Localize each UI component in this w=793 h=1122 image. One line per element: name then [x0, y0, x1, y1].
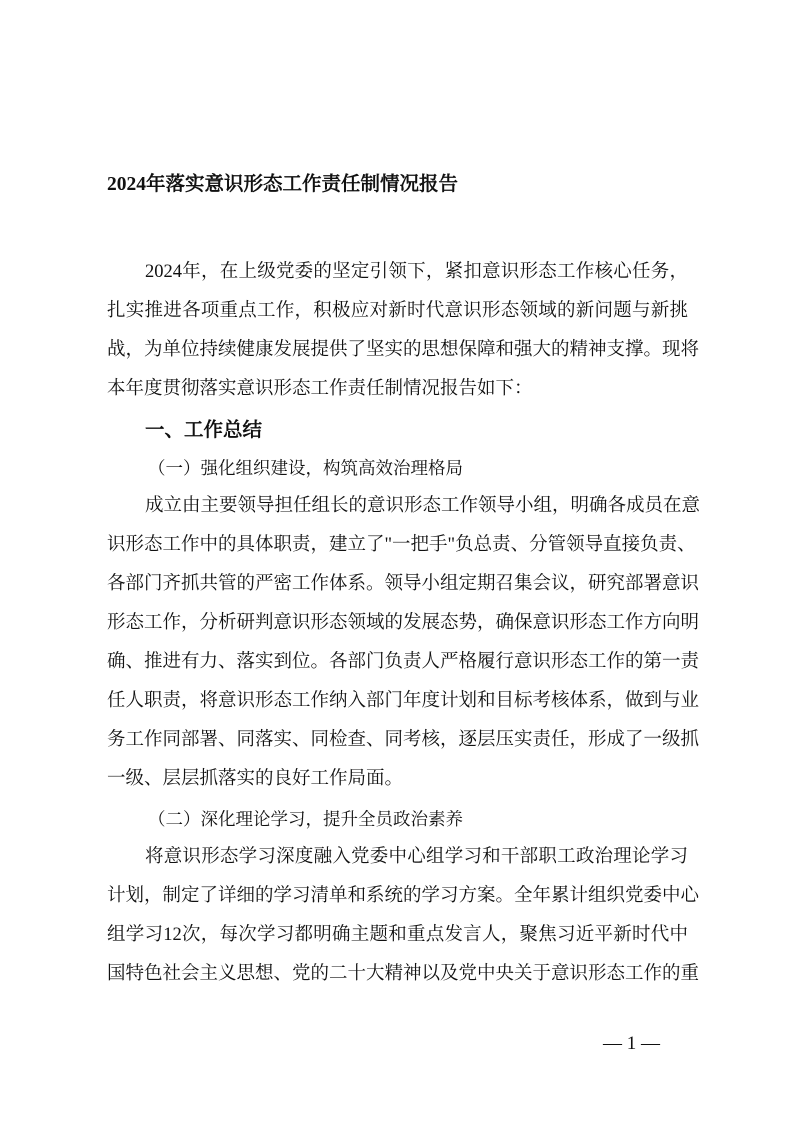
- subsection-heading: （一）强化组织建设，构筑高效治理格局: [148, 458, 463, 478]
- paragraph-3-line: 组学习12次，每次学习都明确主题和重点发言人，聚焦习近平新时代中: [107, 925, 688, 945]
- paragraph-3-line: 将意识形态学习深度融入党委中心组学习和干部职工政治理论学习: [145, 847, 688, 867]
- paragraph-1-line: 2024年，在上级党委的坚定引领下，紧扣意识形态工作核心任务，: [145, 262, 688, 282]
- paragraph-1-line: 本年度贯彻落实意识形态工作责任制情况报告如下：: [107, 379, 533, 399]
- paragraph-2-line: 识形态工作中的具体职责，建立了"一把手"负总责、分管领导直接负责、: [107, 535, 696, 555]
- paragraph-1-line: 扎实推进各项重点工作，积极应对新时代意识形态领域的新问题与新挑: [107, 301, 688, 321]
- paragraph-2-line: 务工作同部署、同落实、同检查、同考核，逐层压实责任，形成了一级抓: [107, 730, 700, 750]
- paragraph-2-line: 确、推进有力、落实到位。各部门负责人严格履行意识形态工作的第一责: [107, 652, 700, 672]
- paragraph-2-line: 形态工作，分析研判意识形态领域的发展态势，确保意识形态工作方向明: [107, 613, 700, 633]
- paragraph-2-line: 成立由主要领导担任组长的意识形态工作领导小组，明确各成员在意: [145, 496, 701, 516]
- paragraph-2-line: 各部门齐抓共管的严密工作体系。领导小组定期召集会议，研究部署意识: [107, 574, 700, 594]
- paragraph-3-line: 计划，制定了详细的学习清单和系统的学习方案。全年累计组织党委中心: [107, 886, 700, 906]
- paragraph-1-line: 战，为单位持续健康发展提供了坚实的思想保障和强大的精神支撑。现将: [107, 340, 700, 360]
- subsection-heading: （二）深化理论学习，提升全员政治素养: [148, 809, 463, 829]
- paragraph-2-line: 一级、层层抓落实的良好工作局面。: [107, 769, 404, 789]
- document-title: 2024年落实意识形态工作责任制情况报告: [107, 174, 459, 195]
- page-number: — 1 —: [603, 1033, 660, 1054]
- paragraph-3-line: 国特色社会主义思想、党的二十大精神以及党中央关于意识形态工作的重: [107, 964, 700, 984]
- section-heading: 一、工作总结: [145, 419, 263, 441]
- paragraph-2-line: 任人职责，将意识形态工作纳入部门年度计划和目标考核体系，做到与业: [107, 691, 700, 711]
